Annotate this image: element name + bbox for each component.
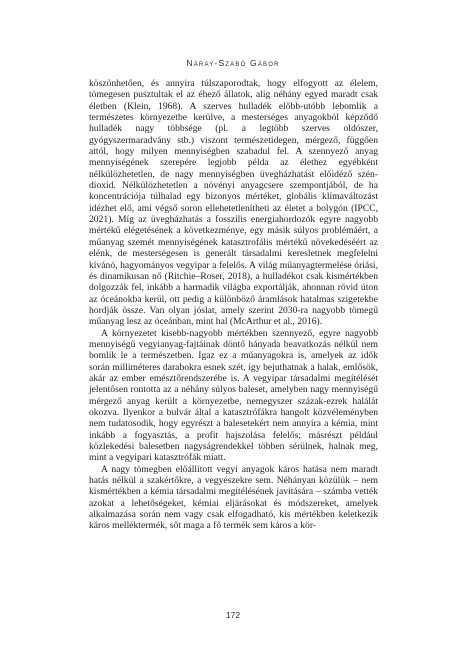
paragraph: A környezetet kisebb-nagyobb mértékben szennyező, egyre nagyobb mennyiségű vegyianyag-fajtáinak döntő hányada beavatkozás nélkül nem bomlik le a természetben. Igaz ez a műanyagokra is, amelyek az idők során milliméteres darabokra esnek szét, így bejuthatnak a halak, emlősök, akár az ember emésztőrendszerébe is. A vegyipar társadalmi megítélését jelentősen rontotta az a néhány súlyos baleset, amelyben nagy mennyiségű mérgező anyag került a környezetbe, nemegyszer százak-ezrek halálát okozva. Ilyenkor a bulvár által a katasztrófákra hangolt közvéleményben nem tudatosodik, hogy egyrészt a balesetekért nem annyira a kémia, mint inkább a fogyasztás, a profit hajszolása felelős; másrészt például közlekedési balesetben nagyságrendekkel többen sérülnek, halnak meg, mint a vegyipari katasztrófák miatt. — [89, 327, 378, 464]
page-number: 172 — [225, 610, 241, 620]
paragraph: köszönhetően, és annyira túlszaporodtak, hogy elfogyott az élelem, tömegesen pusztultak el az éhező állatok, alig néhány egyed maradt csak életben (Klein, 1968). A szerves hulladék előbb-utóbb lebomlik a természetes környezetbe kerülve, a mesterséges anyagokból képződő hulladék nagy többsége (pl. a legtöbb szerves oldószer, gyógyszermaradvány stb.) viszont természetidegen, mérgező, függően attól, hogy milyen mennyiségben szabadul fel. A szennyező anyag mennyiségének szerepére legjobb példa az élethez egyébként nélkülözhetetlen, de nagy mennyiségben üvegházhatást előidéző szén-dioxid. Nélkülözhetetlen a növényi anyagcsere szempontjából, de ha koncentrációja túlhalad egy bizonyos mértéket, globális klímaváltozást idézhet elő, ami végső soron ellehetetlenítheti az életet a bolygón (IPCC, 2021). Míg az üvegházhatás a fosszilis energiahordozók egyre nagyobb mértékű elégetésének a következménye, egy másik súlyos problémáért, a műanyag szemét mennyiségének katasztrofális mértékű növekedéséért az elénk, de mesterségesen is generált társadalmi keresletnek megfelelni kívánó, hagyományos vegyipar a felelős. A világ műanyagtermelése óriási, és dinamikusan nő (Ritchie–Roser, 2018), a hulladékot csak kismértékben dolgozzák fel, inkább a harmadik világba exportálják, ahonnan rövid úton az óceánokba kerül, ott pedig a különböző áramlások hatalmas szigetekbe hordják össze. Van olyan jóslat, amely szerint 2030-ra nagyobb tömegű műanyag lesz az óceánban, mint hal (McArthur et al., 2016). — [89, 78, 378, 328]
body-text — [89, 78, 378, 532]
running-head: Náray-Szabó Gábor — [186, 58, 280, 68]
paragraph: A nagy tömegben előállított vegyi anyagok káros hatása nem maradt hatás nélkül a szakértőkre, a vegyészekre sem. Néhányan közülük – nem kismértékben a kémia társadalmi megítélésének javítására – számba vették azokat a lehetőségeket, kémiai eljárásokat és módszereket, amelyek alkalmazása során nem vagy csak elfogadható, kis mértékben keletkezik káros melléktermék, sőt maga a fő termék sem káros a kör- — [89, 463, 378, 532]
